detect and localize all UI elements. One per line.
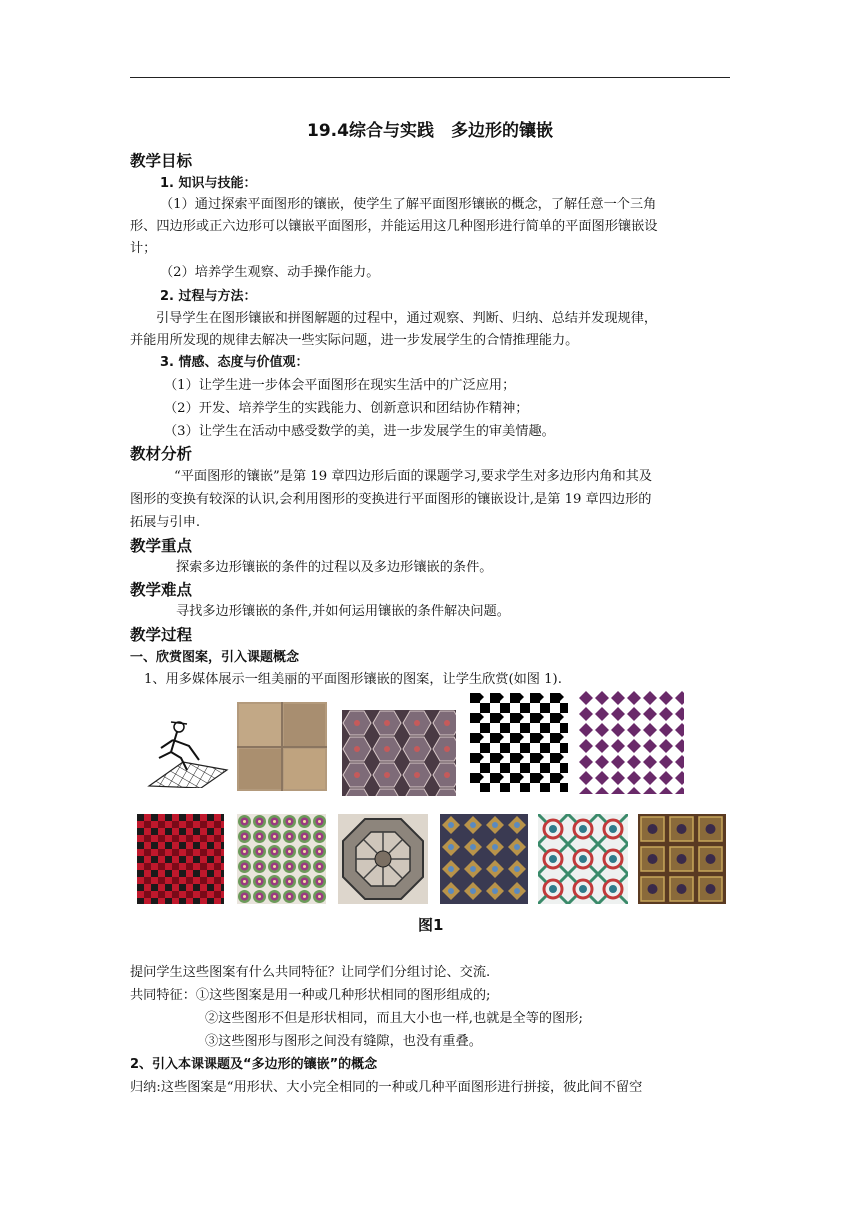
question-text: 提问学生这些图案有什么共同特征？让同学们分组讨论、交流. — [130, 965, 491, 980]
purple-diamond-image — [578, 690, 684, 794]
process-section-2-text: 归纳:这些图案是“用形状、大小完全相同的一种或几种平面图形进行拼接，彼此间不留空 — [130, 1080, 643, 1095]
goal-2-title: 2. 过程与方法： — [160, 289, 257, 304]
feature-3: ③这些图形与图形之间没有缝隙，也没有重叠。 — [205, 1034, 482, 1049]
header-rule — [130, 77, 730, 78]
heading-analysis: 教材分析 — [130, 445, 193, 463]
goal-1-text-a: （1）通过探索平面图形的镶嵌，使学生了解平面图形镶嵌的概念，了解任意一个三角 — [160, 197, 657, 212]
heading-key: 教学重点 — [130, 537, 193, 555]
process-section-1: 一、欣赏图案，引入课题概念 — [130, 650, 300, 665]
analysis-text-b: 图形的变换有较深的认识,会利用图形的变换进行平面图形的镶嵌设计,是第 19 章四边形的 — [130, 492, 652, 507]
process-section-2: 2、引入本课课题及“多边形的镶嵌”的概念 — [130, 1057, 378, 1072]
floral-tile-image — [538, 814, 628, 904]
heading-process: 教学过程 — [130, 626, 193, 644]
goal-2-text-a: 引导学生在图形镶嵌和拼图解题的过程中，通过观察、判断、归纳、总结并发现规律， — [156, 311, 658, 326]
heading-goals: 教学目标 — [130, 152, 193, 170]
hexagon-tile-image — [342, 710, 456, 796]
black-white-checker-image — [470, 693, 568, 792]
difficulty-text: 寻找多边形镶嵌的条件,并如何运用镶嵌的条件解决问题。 — [176, 604, 510, 619]
goal-3-text-1: （1）让学生进一步体会平面图形在现实生活中的广泛应用； — [164, 378, 516, 393]
feature-2: ②这些图形不但是形状相同，而且大小也一样,也就是全等的图形; — [205, 1011, 583, 1026]
goal-1-text-b: 形、四边形或正六边形可以镶嵌平面图形，并能运用这几种图形进行简单的平面图形镶嵌设 — [130, 219, 658, 234]
process-section-1-text: 1、用多媒体展示一组美丽的平面图形镶嵌的图案，让学生欣赏(如图 1). — [144, 672, 562, 687]
goal-2-text-b: 并能用所发现的规律去解决一些实际问题，进一步发展学生的合情推理能力。 — [130, 333, 579, 348]
analysis-text-a: “平面图形的镶嵌”是第 19 章四边形后面的课题学习,要求学生对多边形内角和其及 — [174, 469, 653, 484]
goal-3-title: 3. 情感、态度与价值观： — [160, 355, 309, 370]
analysis-text-c: 拓展与引申. — [130, 515, 201, 530]
brown-ornate-tile-image — [638, 814, 726, 904]
feature-1: 共同特征：①这些图案是用一种或几种形状相同的图形组成的; — [130, 988, 491, 1003]
worker-laying-tiles-illustration — [143, 718, 229, 788]
goal-3-text-3: （3）让学生在活动中感受数学的美，进一步发展学生的审美情趣。 — [164, 424, 555, 439]
figure-caption: 图1 — [418, 916, 444, 934]
goal-1-text-2: （2）培养学生观察、动手操作能力。 — [160, 265, 380, 280]
page-title: 19.4综合与实践 多边形的镶嵌 — [307, 121, 553, 141]
heading-difficulty: 教学难点 — [130, 581, 193, 599]
stone-tile-image — [237, 702, 327, 791]
goal-1-title: 1. 知识与技能： — [160, 176, 257, 191]
key-text: 探索多边形镶嵌的条件的过程以及多边形镶嵌的条件。 — [176, 560, 493, 575]
circle-pattern-image — [237, 814, 326, 904]
red-plaid-image — [137, 814, 224, 904]
goal-3-text-2: （2）开发、培养学生的实践能力、创新意识和团结协作精神； — [164, 401, 529, 416]
ornate-blue-tile-image — [440, 814, 528, 904]
goal-1-text-c: 计； — [130, 241, 157, 256]
octagon-mosaic-image — [338, 814, 428, 904]
